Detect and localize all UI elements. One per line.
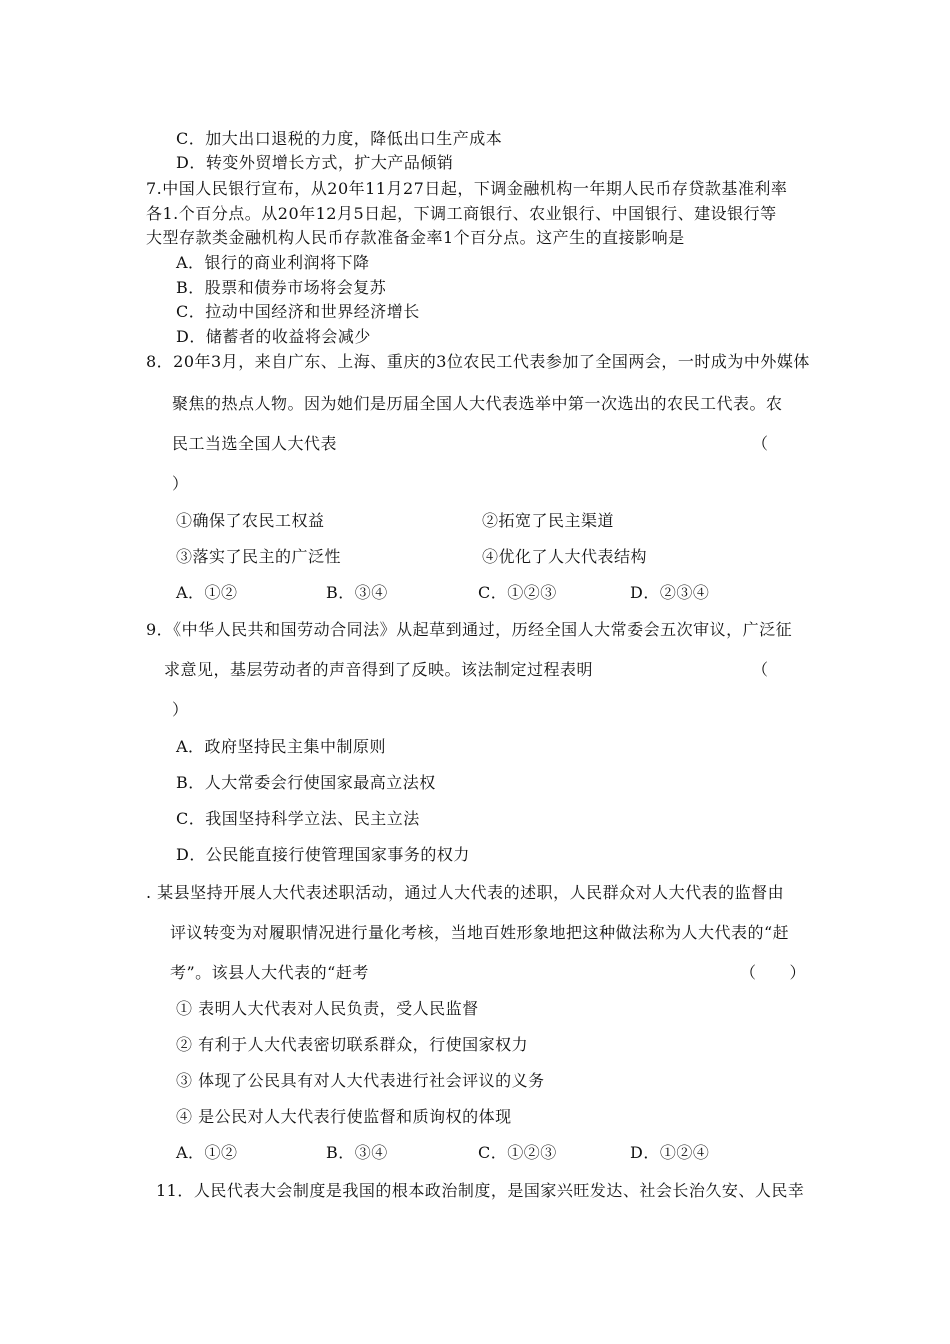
q7-option-c: C．拉动中国经济和世界经济增长 (176, 302, 420, 321)
q8-option-d: D．②③④ (630, 583, 710, 602)
q8-option-b: B．③④ (326, 583, 388, 602)
q10-stem-line-2: 评议转变为对履职情况进行量化考核，当地百姓形象地把这种做法称为人大代表的“赶 (170, 923, 790, 942)
q8-statement-2: ②拓宽了民主渠道 (482, 511, 615, 530)
q8-option-a: A．①② (176, 583, 238, 602)
q9-stem-line-1: 9．《中华人民共和国劳动合同法》从起草到通过，历经全国人大常委会五次审议，广泛征 (146, 620, 793, 639)
q10-statement-2: ② 有利于人大代表密切联系群众，行使国家权力 (176, 1035, 529, 1054)
q6-option-c: C．加大出口退税的力度，降低出口生产成本 (176, 129, 503, 148)
q9-answer-paren-close: ） (172, 700, 189, 719)
q7-stem-line-1: 7.中国人民银行宣布，从20年11月27日起，下调金融机构一年期人民币存贷款基准利率 (146, 179, 788, 198)
q10-statement-1: ① 表明人大代表对人民负责，受人民监督 (176, 999, 479, 1018)
q7-stem-line-3: 大型存款类金融机构人民币存款准备金率1个百分点。这产生的直接影响是 (146, 228, 685, 247)
q10-statement-4: ④ 是公民对人大代表行使监督和质询权的体现 (176, 1107, 512, 1126)
q8-answer-paren-close: ） (172, 474, 189, 493)
q10-answer-paren: （ ） (740, 963, 807, 982)
q9-option-b: B．人大常委会行使国家最高立法权 (176, 773, 436, 792)
q9-option-a: A．政府坚持民主集中制原则 (176, 737, 387, 756)
q9-option-d: D．公民能直接行使管理国家事务的权力 (176, 845, 470, 864)
q9-stem-line-2: 求意见，基层劳动者的声音得到了反映。该法制定过程表明 (164, 660, 594, 679)
q10-stem-line-3: 考”。该县人大代表的“赶考 (170, 963, 369, 982)
q10-option-b: B．③④ (326, 1143, 388, 1162)
q8-statement-3: ③落实了民主的广泛性 (176, 547, 342, 566)
q10-statement-3: ③ 体现了公民具有对人大代表进行社会评议的义务 (176, 1071, 545, 1090)
q9-option-c: C．我国坚持科学立法、民主立法 (176, 809, 420, 828)
q10-option-d: D．①②④ (630, 1143, 710, 1162)
q8-statement-1: ①确保了农民工权益 (176, 511, 325, 530)
q7-stem-line-2: 各1.个百分点。从20年12月5日起，下调工商银行、农业银行、中国银行、建设银行等 (146, 204, 777, 223)
q7-option-d: D．储蓄者的收益将会减少 (176, 327, 371, 346)
q11-stem-line-1: 11．人民代表大会制度是我国的根本政治制度，是国家兴旺发达、社会长治久安、人民幸 (156, 1181, 805, 1200)
q8-stem-line-1: 8．20年3月，来自广东、上海、重庆的3位农民工代表参加了全国两会，一时成为中外媒体 (146, 352, 810, 371)
q8-statement-4: ④优化了人大代表结构 (482, 547, 648, 566)
q10-option-c: C．①②③ (478, 1143, 557, 1162)
q8-answer-paren-open: （ (752, 434, 769, 453)
q10-stem-line-1: . 某县坚持开展人大代表述职活动，通过人大代表的述职，人民群众对人大代表的监督由 (146, 883, 785, 902)
q8-option-c: C．①②③ (478, 583, 557, 602)
q6-option-d: D．转变外贸增长方式，扩大产品倾销 (176, 153, 454, 172)
q7-option-a: A．银行的商业利润将下降 (176, 253, 370, 272)
q8-stem-line-2: 聚焦的热点人物。因为她们是历届全国人大代表选举中第一次选出的农民工代表。农 (172, 394, 783, 413)
q9-answer-paren-open: （ (752, 660, 769, 679)
q7-option-b: B．股票和债券市场将会复苏 (176, 278, 387, 297)
q10-option-a: A．①② (176, 1143, 238, 1162)
q8-stem-line-3: 民工当选全国人大代表 (172, 434, 338, 453)
